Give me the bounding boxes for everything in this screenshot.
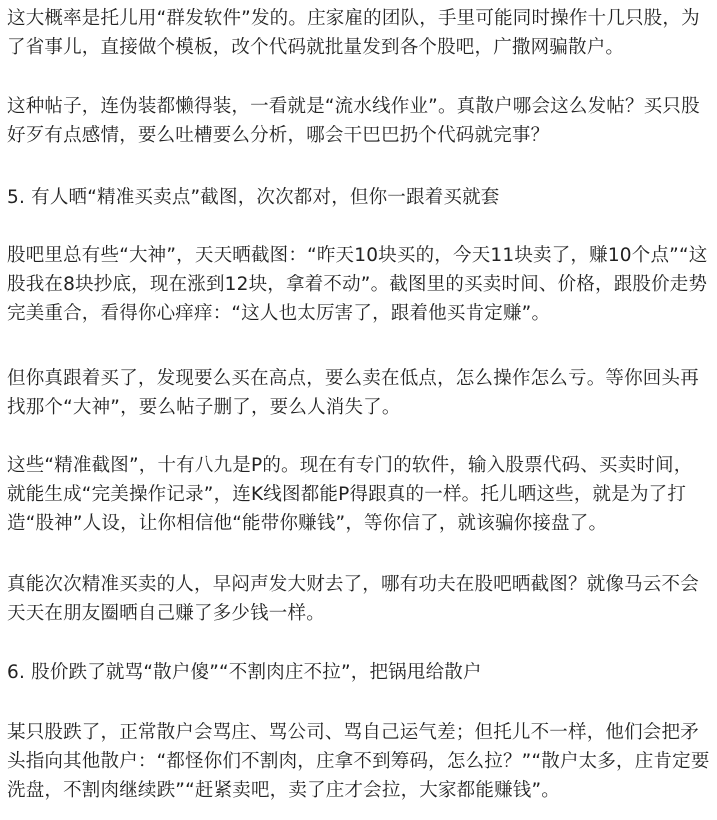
paragraph-3: 股吧里总有些“大神”，天天晒截图：“昨天10块买的，今天11块卖了，赚10个点”“这股我在8块抄底，现在涨到12块，拿着不动”。截图里的买卖时间、价格，跟股价走势完美重合，看得你心痒痒：“这人也太厉害了，跟着他买肯定赚”。	[7, 245, 708, 324]
paragraph-4: 但你真跟着买了，发现要么买在高点，要么卖在低点，怎么操作怎么亏。等你回头再找那个“大神”，要么帖子删了，要么人消失了。	[7, 368, 699, 418]
paragraph-2: 这种帖子，连伪装都懒得装，一看就是“流水线作业”。真散户哪会这么发帖？买只股好歹有点感情，要么吐槽要么分析，哪会干巴巴扔个代码就完事？	[7, 96, 700, 146]
paragraph-1: 这大概率是托儿用“群发软件”发的。庄家雇的团队，手里可能同时操作十几只股，为了省事儿，直接做个模板，改个代码就批量发到各个股吧，广撒网骗散户。	[7, 8, 700, 58]
section-heading-6: 6. 股价跌了就骂“散户傻”“不割肉庄不拉”，把锅甩给散户	[7, 662, 482, 683]
section-heading-5: 5. 有人晒“精准买卖点”截图，次次都对，但你一跟着买就套	[7, 187, 500, 208]
paragraph-7: 某只股跌了，正常散户会骂庄、骂公司、骂自己运气差；但托儿不一样，他们会把矛头指向其他散户：“都怪你们不割肉，庄拿不到筹码，怎么拉？”“散户太多，庄肯定要洗盘，不割肉继续跌”“赶紧卖吧，卖了庄才会拉，大家都能赚钱”。	[7, 722, 710, 801]
paragraph-5: 这些“精准截图”，十有八九是P的。现在有专门的软件，输入股票代码、买卖时间，就能生成“完美操作记录”，连K线图都能P得跟真的一样。托儿晒这些，就是为了打造“股神”人设，让你相信他“能带你赚钱”，等你信了，就该骗你接盘了。	[7, 455, 693, 534]
paragraph-6: 真能次次精准买卖的人，早闷声发大财去了，哪有功夫在股吧晒截图？就像马云不会天天在朋友圈晒自己赚了多少钱一样。	[7, 574, 699, 624]
